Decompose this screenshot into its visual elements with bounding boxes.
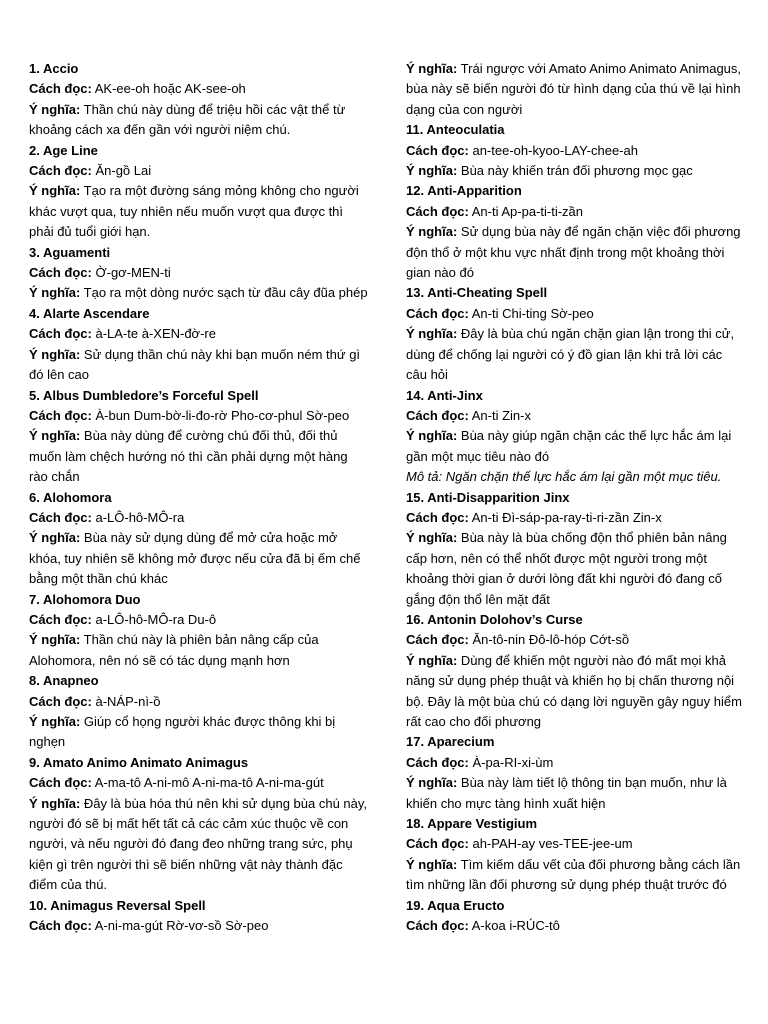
pronunciation-line-text: An-ti Ap-pa-ti-ti-zần xyxy=(471,203,584,219)
pronunciation-line xyxy=(406,141,744,161)
meaning-line-text: Tạo ra một đường sáng mỏng không cho người khác vượt qua, tuy nhiên nếu muốn vượt qua được thì phải đủ tuổi giới hạn. xyxy=(29,183,359,240)
meaning-line-text: Bùa này sử dụng dùng để mở cửa hoặc mở khóa, tuy nhiên sẽ không mở được nếu cửa đã bị ếm chế bằng một thần chú khác xyxy=(29,530,361,587)
meaning-line xyxy=(29,630,369,671)
meaning-line-text: Thần chú này là phiên bản nâng cấp của Alohomora, nên nó sẽ có tác dụng mạnh hơn xyxy=(29,632,319,668)
meaning-line xyxy=(29,794,369,896)
pronunciation-line-text: Ăn-tô-nin Đô-lô-hóp Cớt-sồ xyxy=(472,632,630,648)
meaning-line xyxy=(29,283,369,303)
spell-title: 15. Anti-Disapparition Jinx xyxy=(406,489,570,505)
pronunciation-line-label: Cách đọc: xyxy=(29,163,92,179)
meaning-line-text: Đây là bùa chú ngăn chặn gian lận trong thi cử, dùng để chống lại người có ý đồ gian lận khi trả lời các câu hỏi xyxy=(406,326,735,383)
pronunciation-line-text: an-tee-oh-kyoo-LAY-chee-ah xyxy=(472,142,638,158)
pronunciation-line-label: Cách đọc: xyxy=(29,918,92,934)
pronunciation-line xyxy=(406,916,744,936)
meaning-line-label: Ý nghĩa: xyxy=(29,101,81,117)
meaning-line-text: Bùa này làm tiết lộ thông tin bạn muốn, như là khiến cho mực tàng hình xuất hiện xyxy=(406,775,727,811)
pronunciation-line xyxy=(29,406,369,426)
spell-entry xyxy=(406,283,744,385)
meaning-line xyxy=(406,59,744,120)
pronunciation-line-label: Cách đọc: xyxy=(406,407,469,423)
spell-entry xyxy=(406,732,744,814)
note-line-text: Ngăn chặn thế lực hắc ám lại gần một mục tiêu. xyxy=(445,469,722,485)
spell-title: 1. Accio xyxy=(29,61,79,76)
spell-entry xyxy=(29,243,369,304)
spell-title: 11. Anteoculatia xyxy=(406,122,505,138)
pronunciation-line xyxy=(29,263,369,283)
pronunciation-line-text: A-koa i-RÚC-tô xyxy=(471,918,560,934)
spell-title: 17. Aparecium xyxy=(406,734,495,750)
meaning-line-text: Giúp cổ họng người khác được thông khi bị nghẹn xyxy=(29,714,336,750)
spell-entry xyxy=(29,386,369,488)
spell-entry xyxy=(406,610,744,732)
note-line-label: Mô tả: xyxy=(406,469,443,485)
spell-title: 14. Anti-Jinx xyxy=(406,387,483,403)
meaning-line xyxy=(29,712,369,753)
pronunciation-line-text: An-ti Zin-x xyxy=(471,407,531,423)
meaning-line xyxy=(406,222,744,283)
pronunciation-line xyxy=(29,508,369,528)
meaning-line xyxy=(29,528,369,589)
meaning-line-label: Ý nghĩa: xyxy=(406,428,458,444)
meaning-line-text: Thần chú này dùng để triệu hồi các vật thể từ khoảng cách xa đến gần với người niệm chú. xyxy=(29,101,346,138)
spell-title: 10. Animagus Reversal Spell xyxy=(29,897,206,913)
meaning-line xyxy=(406,651,744,733)
meaning-line xyxy=(406,528,744,610)
right-column xyxy=(406,59,744,936)
pronunciation-line-label: Cách đọc: xyxy=(29,611,92,627)
meaning-line-label: Ý nghĩa: xyxy=(406,652,458,668)
spell-entry xyxy=(406,59,744,120)
spell-title: 13. Anti-Cheating Spell xyxy=(406,285,548,301)
pronunciation-line-text: Ờ-gơ-MEN-ti xyxy=(95,265,171,281)
spell-title: 2. Age Line xyxy=(29,142,98,158)
meaning-line-label: Ý nghĩa: xyxy=(406,530,458,546)
pronunciation-line-label: Cách đọc: xyxy=(406,509,469,525)
pronunciation-line-label: Cách đọc: xyxy=(406,203,469,219)
pronunciation-line xyxy=(29,692,369,712)
spell-entry xyxy=(29,141,369,243)
meaning-line-text: Bùa này dùng để cường chú đối thủ, đối thủ muốn làm chệch hướng nó thì cần phải dựng một hàng rào chắn xyxy=(29,428,348,485)
meaning-line-label: Ý nghĩa: xyxy=(29,346,81,362)
pronunciation-line-label: Cách đọc: xyxy=(406,142,469,158)
pronunciation-line xyxy=(406,508,744,528)
meaning-line-label: Ý nghĩa: xyxy=(406,224,458,240)
pronunciation-line-text: AK-ee-oh hoặc AK-see-oh xyxy=(94,81,246,97)
pronunciation-line xyxy=(29,916,369,936)
pronunciation-line xyxy=(29,324,369,344)
spell-entry xyxy=(406,896,744,937)
pronunciation-line xyxy=(406,834,744,854)
meaning-line xyxy=(406,324,744,385)
meaning-line-label: Ý nghĩa: xyxy=(29,530,81,546)
spell-title: 18. Appare Vestigium xyxy=(406,816,538,832)
pronunciation-line xyxy=(29,161,369,181)
meaning-line-label: Ý nghĩa: xyxy=(406,163,458,179)
pronunciation-line-label: Cách đọc: xyxy=(29,693,92,709)
meaning-line xyxy=(29,100,369,141)
spell-entry xyxy=(29,671,369,753)
left-column xyxy=(29,59,369,936)
pronunciation-line-text: À-bun Dum-bờ-li-đo-rờ Pho-cơ-phul Sờ-peo xyxy=(95,407,350,423)
meaning-line-text: Sử dụng thần chú này khi bạn muốn ném thứ gì đó lên cao xyxy=(29,346,361,383)
pronunciation-line-label: Cách đọc: xyxy=(29,775,92,791)
spell-entry xyxy=(29,896,369,937)
spell-entry xyxy=(406,488,744,610)
meaning-line-label: Ý nghĩa: xyxy=(406,775,458,791)
pronunciation-line xyxy=(406,202,744,222)
pronunciation-line xyxy=(29,610,369,630)
note-line xyxy=(406,467,744,487)
meaning-line-label: Ý nghĩa: xyxy=(406,856,458,872)
spell-title: 16. Antonin Dolohov’s Curse xyxy=(406,611,583,627)
pronunciation-line-label: Cách đọc: xyxy=(406,836,469,852)
spell-entry xyxy=(406,120,744,181)
meaning-line-label: Ý nghĩa: xyxy=(29,632,81,648)
spell-title: 8. Anapneo xyxy=(29,673,99,689)
pronunciation-line-text: Ăn-gồ Lai xyxy=(95,163,152,179)
pronunciation-line-text: à-NÁP-nì-ồ xyxy=(95,693,161,709)
pronunciation-line xyxy=(406,304,744,324)
spell-entry xyxy=(406,386,744,488)
spell-entry xyxy=(29,590,369,672)
spell-entry xyxy=(406,181,744,283)
meaning-line-text: Đây là bùa hóa thú nên khi sử dụng bùa chú này, người đó sẽ bị mất hết tất cả các cảm xúc thuộc về con người, và nếu người đó đang đeo những trang sức, phụ kiện gì trên người thì sẽ biến những vật này thành đặc điểm của thú. xyxy=(29,795,368,893)
pronunciation-line-label: Cách đọc: xyxy=(406,632,469,648)
pronunciation-line-label: Cách đọc: xyxy=(29,265,92,281)
meaning-line xyxy=(29,345,369,386)
meaning-line-text: Bùa này khiến trán đối phương mọc gạc xyxy=(460,163,693,179)
spell-title: 12. Anti-Apparition xyxy=(406,183,522,199)
pronunciation-line-label: Cách đọc: xyxy=(29,326,92,342)
meaning-line-text: Dùng để khiến một người nào đó mất mọi khả năng sử dụng phép thuật và khiến họ bị chấn thương nội bộ. Đây là một bùa chú có dạng lời nguyền gây nguy hiểm rất cao cho đối phương xyxy=(406,652,742,729)
pronunciation-line xyxy=(29,79,369,99)
spell-entry xyxy=(29,753,369,896)
pronunciation-line-label: Cách đọc: xyxy=(406,918,469,934)
meaning-line-text: Sử dụng bùa này để ngăn chặn việc đối phương độn thổ ở một khu vực nhất định trong một khoảng thời gian nào đó xyxy=(406,224,741,281)
meaning-line-label: Ý nghĩa: xyxy=(29,714,81,729)
meaning-line-text: Bùa này là bùa chống độn thổ phiên bản nâng cấp hơn, nên có thể nhốt được một người trong một khoảng thời gian ở dưới lòng đất khi người đó đang cố gắng độn thổ lên mặt đất xyxy=(406,530,727,607)
meaning-line xyxy=(29,181,369,242)
meaning-line xyxy=(406,773,744,814)
spell-title: 9. Amato Animo Animato Animagus xyxy=(29,754,249,770)
pronunciation-line xyxy=(29,773,369,793)
meaning-line-label: Ý nghĩa: xyxy=(406,326,458,342)
spell-title: 19. Aqua Eructo xyxy=(406,897,505,913)
meaning-line-text: Trái ngược với Amato Animo Animato Animagus, bùa này sẽ biến người đó từ hình dạng của thú về lại hình dạng của con người xyxy=(406,61,742,117)
meaning-line xyxy=(406,161,744,181)
spell-entry xyxy=(29,59,369,141)
spell-entry xyxy=(406,814,744,896)
meaning-line-text: Tìm kiếm dấu vết của đối phương bằng cách lần tìm những lần đối phương sử dụng phép thuật trước đó xyxy=(406,856,741,893)
meaning-line-text: Tạo ra một dòng nước sạch từ đầu cây đũa phép xyxy=(83,285,368,301)
pronunciation-line xyxy=(406,630,744,650)
spell-title: 7. Alohomora Duo xyxy=(29,591,141,607)
spell-title: 4. Alarte Ascendare xyxy=(29,305,150,321)
spell-title: 3. Aguamenti xyxy=(29,244,111,260)
meaning-line-label: Ý nghĩa: xyxy=(406,61,458,76)
pronunciation-line-text: a-LÔ-hô-MÔ-ra Du-ô xyxy=(95,611,217,627)
pronunciation-line-text: à-LA-te à-XEN-đờ-re xyxy=(95,326,216,342)
pronunciation-line xyxy=(406,753,744,773)
pronunciation-line-text: ah-PAH-ay ves-TEE-jee-um xyxy=(472,836,633,852)
meaning-line xyxy=(29,426,369,487)
pronunciation-line-text: a-LÔ-hô-MÔ-ra xyxy=(95,509,185,525)
meaning-line-label: Ý nghĩa: xyxy=(29,428,81,444)
meaning-line-text: Bùa này giúp ngăn chặn các thế lực hắc ám lại gần một mục tiêu nào đó xyxy=(406,428,732,464)
pronunciation-line-label: Cách đọc: xyxy=(29,81,92,97)
meaning-line-label: Ý nghĩa: xyxy=(29,285,81,301)
spell-entry xyxy=(29,488,369,590)
pronunciation-line-text: A-ni-ma-gút Rờ-vơ-sồ Sờ-peo xyxy=(94,918,269,934)
spell-title: 6. Alohomora xyxy=(29,489,112,505)
pronunciation-line-label: Cách đọc: xyxy=(29,509,92,525)
pronunciation-line xyxy=(406,406,744,426)
spell-title: 5. Albus Dumbledore’s Forceful Spell xyxy=(29,387,259,403)
meaning-line-label: Ý nghĩa: xyxy=(29,795,81,811)
meaning-line xyxy=(406,855,744,896)
pronunciation-line-text: A-ma-tô A-ni-mô A-ni-ma-tô A-ni-ma-gút xyxy=(94,775,324,791)
spell-entry xyxy=(29,304,369,386)
pronunciation-line-label: Cách đọc: xyxy=(29,407,92,423)
pronunciation-line-label: Cách đọc: xyxy=(406,305,469,321)
pronunciation-line-text: À-pa-RI-xi-ùm xyxy=(472,754,554,770)
pronunciation-line-label: Cách đọc: xyxy=(406,754,469,770)
meaning-line-label: Ý nghĩa: xyxy=(29,183,81,199)
pronunciation-line-text: An-ti Đì-sáp-pa-ray-ti-ri-zần Zin-x xyxy=(471,509,662,525)
pronunciation-line-text: An-ti Chi-ting Sờ-peo xyxy=(471,305,594,321)
meaning-line xyxy=(406,426,744,467)
